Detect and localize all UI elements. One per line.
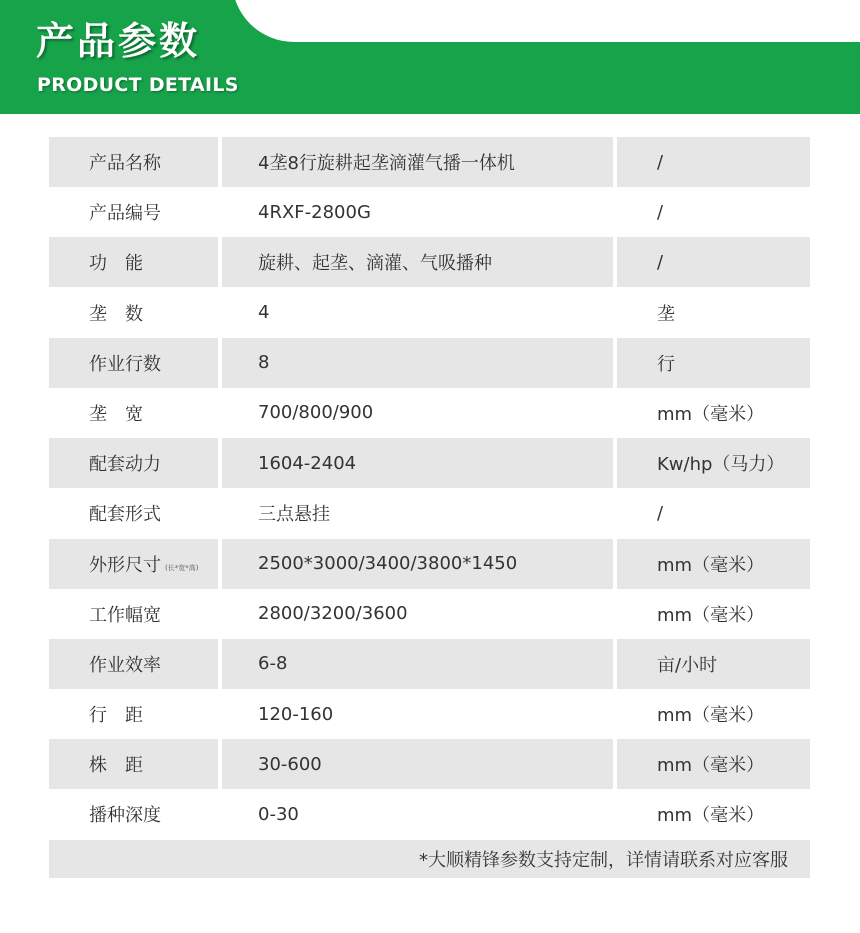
row-label: 株 距 xyxy=(49,739,218,789)
row-value: 4垄8行旋耕起垄滴灌气播一体机 xyxy=(222,137,613,187)
row-label: 产品名称 xyxy=(49,137,218,187)
row-label: 配套动力 xyxy=(49,438,218,488)
page-title: 产品参数 xyxy=(36,19,201,63)
page-subtitle: PRODUCT DETAILS xyxy=(37,74,239,96)
table-row xyxy=(49,488,810,538)
table-row xyxy=(49,438,810,488)
row-label: 外形尺寸 xyxy=(89,554,161,576)
row-value: 1604-2404 xyxy=(222,438,613,488)
footer-note-text: *大顺精锋参数支持定制，详情请联系对应客服 xyxy=(419,849,788,871)
table-row xyxy=(49,288,810,338)
table-row xyxy=(49,388,810,438)
row-unit: mm（毫米） xyxy=(657,604,765,626)
row-value: 8 xyxy=(222,338,613,388)
row-value: 三点悬挂 xyxy=(258,504,330,526)
row-label: 配套形式 xyxy=(89,504,161,526)
row-unit: 垄 xyxy=(657,303,675,325)
row-value: 30-600 xyxy=(222,739,613,789)
row-label-group xyxy=(49,539,218,589)
table-row xyxy=(49,137,810,187)
row-value: 旋耕、起垄、滴灌、气吸播种 xyxy=(222,237,613,287)
row-value: 120-160 xyxy=(258,703,334,725)
row-label: 垄 宽 xyxy=(89,403,143,425)
row-label-note: (长*宽*高) xyxy=(165,563,199,572)
table-row xyxy=(49,237,810,287)
row-value: 2500*3000/3400/3800*1450 xyxy=(222,539,613,589)
row-unit: / xyxy=(617,237,810,287)
row-unit: 行 xyxy=(617,338,810,388)
row-unit: mm（毫米） xyxy=(617,739,810,789)
row-unit: / xyxy=(657,201,664,223)
row-label: 工作幅宽 xyxy=(89,604,161,626)
row-label: 功 能 xyxy=(49,237,218,287)
row-value: 2800/3200/3600 xyxy=(258,603,408,625)
row-value: 4 xyxy=(258,302,270,324)
row-label: 作业效率 xyxy=(49,639,218,689)
row-unit: / xyxy=(617,137,810,187)
table-row xyxy=(49,338,810,388)
table-row xyxy=(49,589,810,639)
header-banner xyxy=(0,0,860,114)
row-unit: mm（毫米） xyxy=(657,805,765,827)
row-unit: mm（毫米） xyxy=(657,403,765,425)
table-row xyxy=(49,689,810,739)
header-decorative-tab xyxy=(232,0,860,42)
row-unit: / xyxy=(657,502,664,524)
row-label: 垄 数 xyxy=(89,303,143,325)
row-label: 播种深度 xyxy=(89,805,161,827)
table-row xyxy=(49,639,810,689)
row-label: 产品编号 xyxy=(89,203,161,225)
row-value: 700/800/900 xyxy=(258,402,374,424)
row-label: 行 距 xyxy=(89,705,143,727)
row-unit: mm（毫米） xyxy=(617,539,810,589)
spec-table xyxy=(49,137,810,878)
row-value: 0-30 xyxy=(258,803,299,825)
row-unit: Kw/hp（马力） xyxy=(617,438,810,488)
table-row xyxy=(49,739,810,789)
table-row xyxy=(49,187,810,237)
row-unit: 亩/小时 xyxy=(617,639,810,689)
row-label: 作业行数 xyxy=(49,338,218,388)
row-value: 6-8 xyxy=(222,639,613,689)
footer-note xyxy=(49,840,810,878)
row-value: 4RXF-2800G xyxy=(258,201,371,223)
row-unit: mm（毫米） xyxy=(657,705,765,727)
table-row xyxy=(49,789,810,839)
table-row xyxy=(49,539,810,589)
